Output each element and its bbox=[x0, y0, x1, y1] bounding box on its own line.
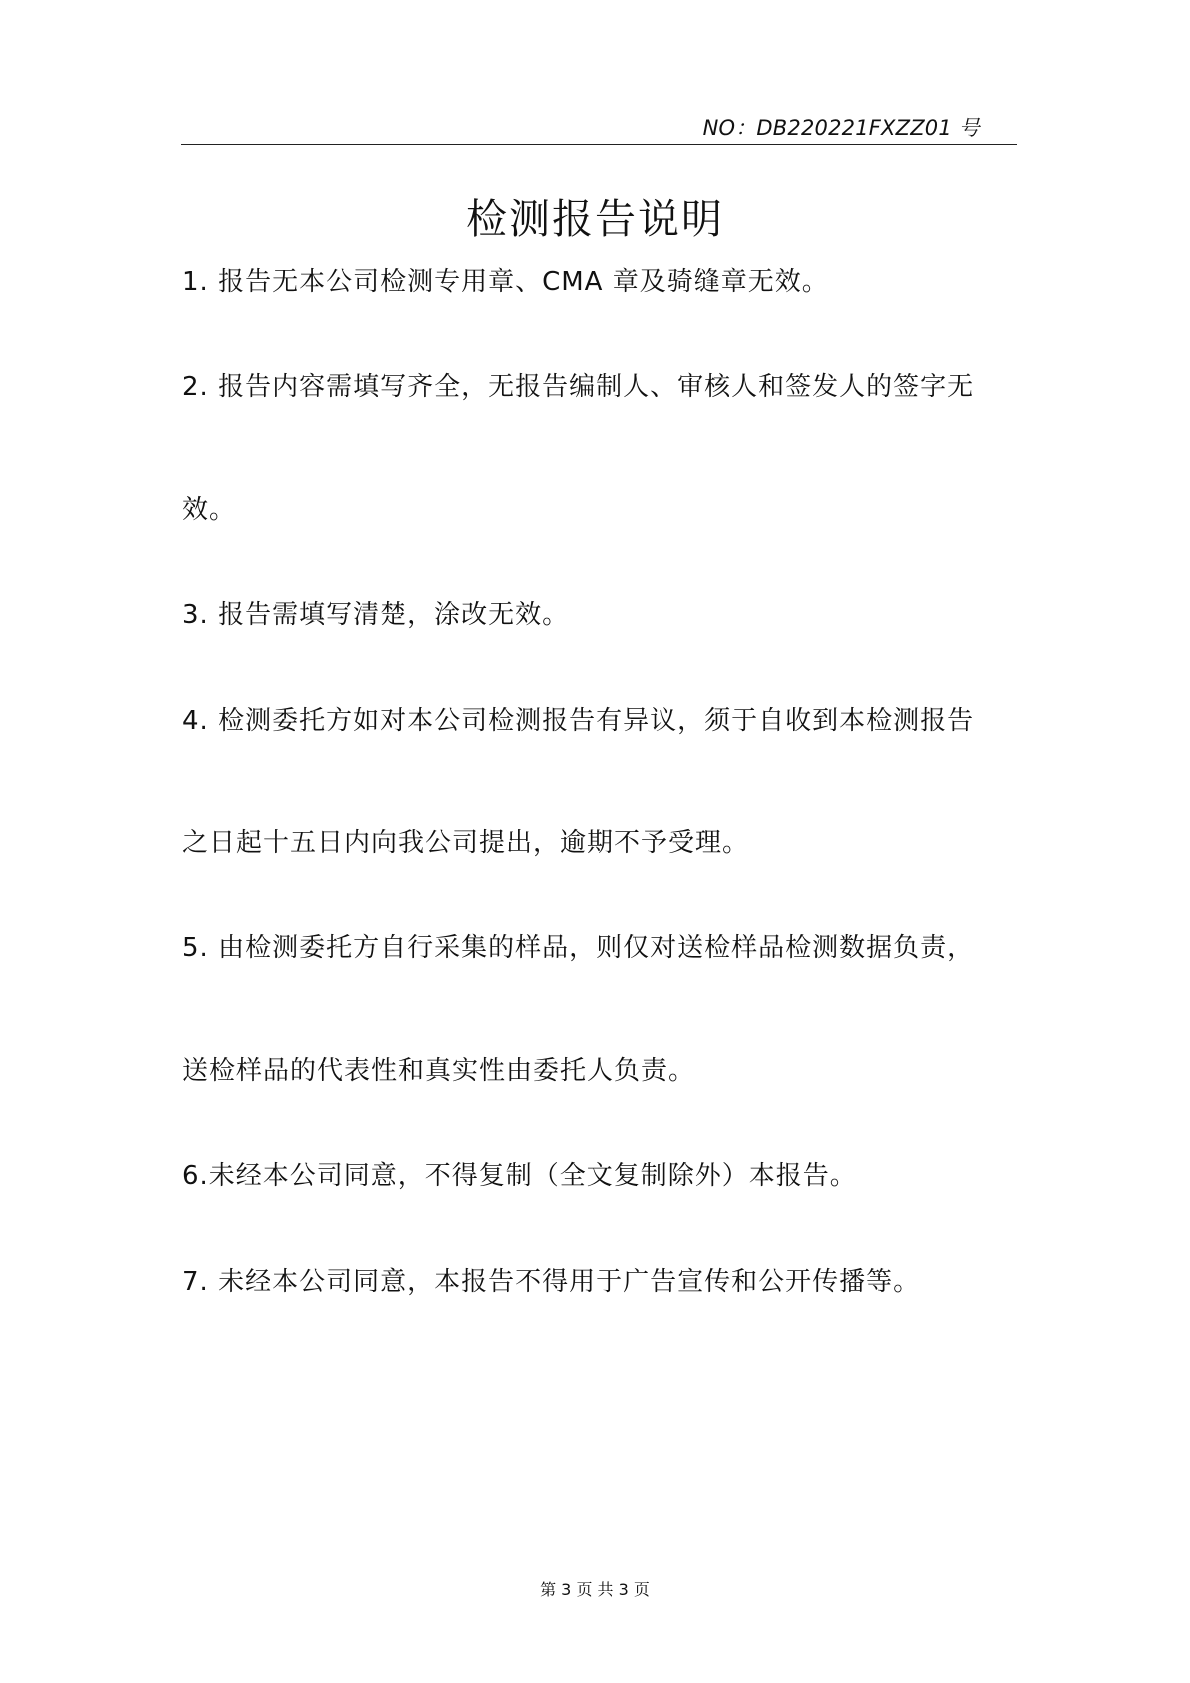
header-divider bbox=[181, 144, 1017, 145]
page-number: 第 3 页 共 3 页 bbox=[540, 1580, 650, 1599]
item-1-line-1: 1. 报告无本公司检测专用章、CMA 章及骑缝章无效。 bbox=[182, 267, 829, 297]
item-7-line-1: 7. 未经本公司同意，本报告不得用于广告宣传和公开传播等。 bbox=[182, 1267, 921, 1297]
page-title: 检测报告说明 bbox=[466, 195, 724, 243]
item-5-line-2: 送检样品的代表性和真实性由委托人负责。 bbox=[182, 1056, 696, 1086]
item-5-line-1: 5. 由检测委托方自行采集的样品，则仅对送检样品检测数据负责， bbox=[182, 933, 975, 963]
item-3-line-1: 3. 报告需填写清楚，涂改无效。 bbox=[182, 600, 570, 630]
item-4-line-1: 4. 检测委托方如对本公司检测报告有异议，须于自收到本检测报告 bbox=[182, 706, 975, 736]
item-2-line-2: 效。 bbox=[182, 495, 237, 525]
report-number: NO：DB220221FXZZ01 号 bbox=[702, 116, 980, 140]
item-2-line-1: 2. 报告内容需填写齐全，无报告编制人、审核人和签发人的签字无 bbox=[182, 372, 975, 402]
item-4-line-2: 之日起十五日内向我公司提出，逾期不予受理。 bbox=[182, 828, 750, 858]
item-6-line-1: 6.未经本公司同意，不得复制（全文复制除外）本报告。 bbox=[182, 1161, 857, 1191]
